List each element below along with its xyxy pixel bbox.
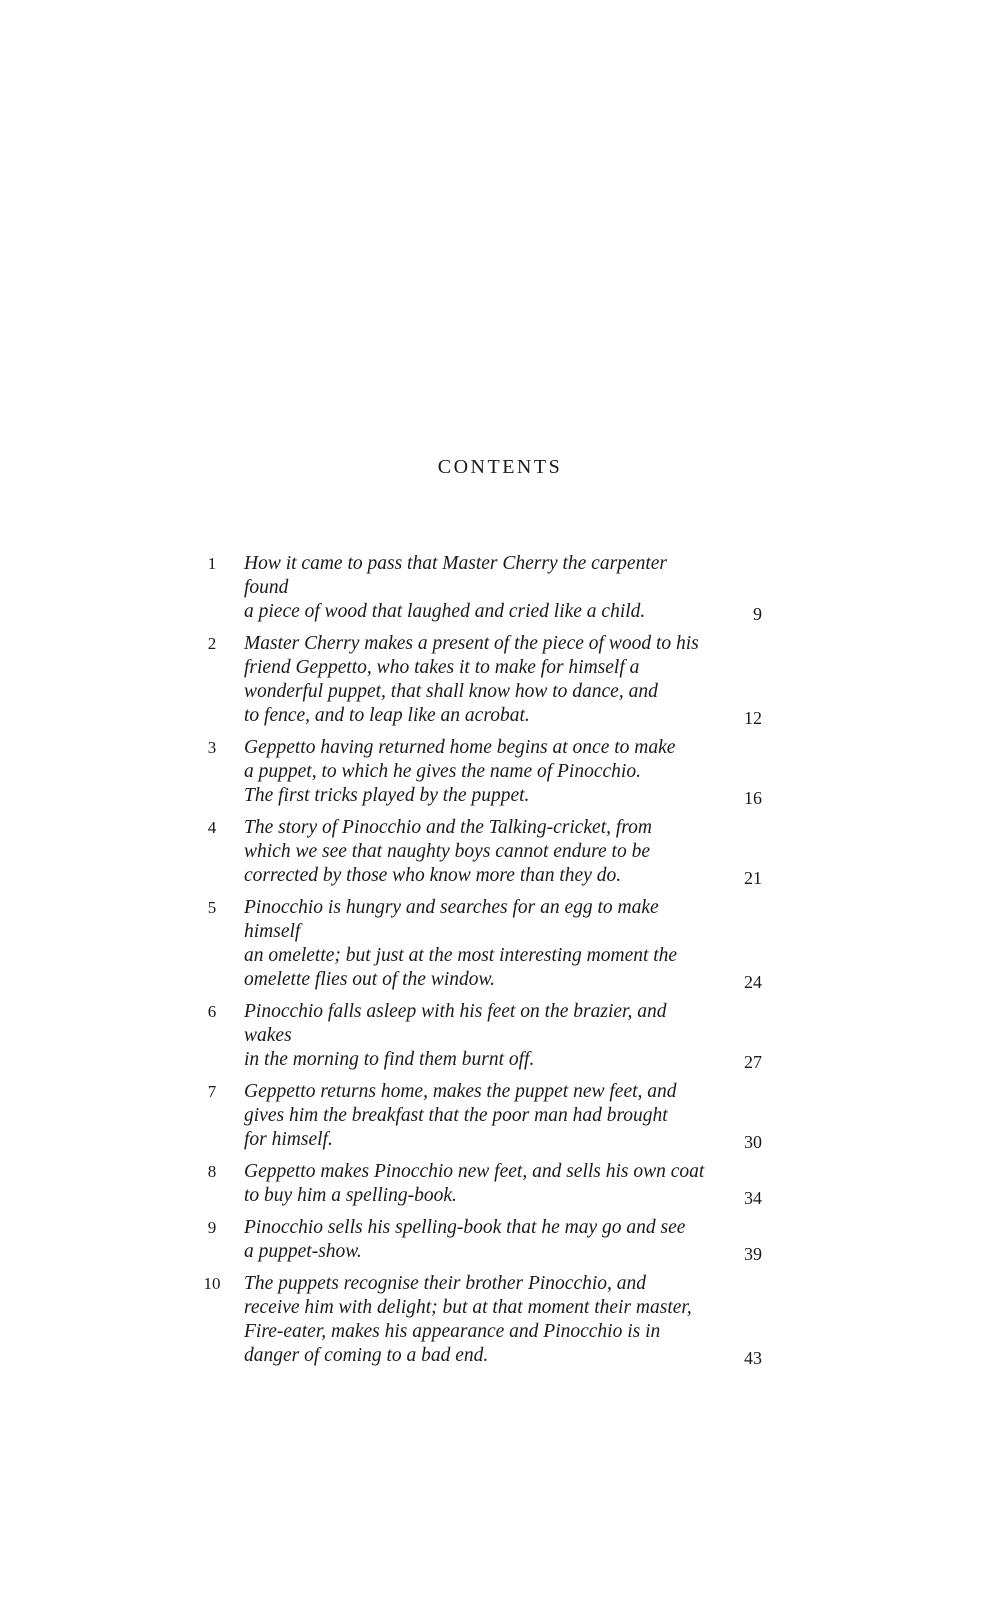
- chapter-number: 7: [207, 1082, 217, 1101]
- chapter-number: 10: [203, 1274, 221, 1293]
- chapter-title: Pinocchio falls asleep with his feet on the brazier, and wakes in the morning to find them burnt off.: [244, 1001, 667, 1070]
- chapter-title: How it came to pass that Master Cherry the carpenter found a piece of wood that laughed and cried like a child.: [244, 553, 667, 622]
- chapter-number: 6: [207, 1002, 217, 1021]
- toc-entry: [196, 1272, 776, 1368]
- page-number: 9: [753, 604, 762, 624]
- toc-entry: [196, 816, 776, 888]
- page-number: 21: [744, 868, 762, 888]
- toc-entry: [196, 1160, 776, 1208]
- chapter-title: The puppets recognise their brother Pinocchio, and receive him with delight; but at that moment their master, Fire-eater, makes his appearance and Pinocchio is in danger of coming to a bad end.: [244, 1273, 692, 1366]
- page-number: 27: [744, 1052, 762, 1072]
- page-number: 34: [744, 1188, 762, 1208]
- toc-entry: [196, 552, 776, 624]
- toc-entry: [196, 1000, 776, 1072]
- chapter-number: 8: [207, 1162, 217, 1181]
- chapter-number: 4: [207, 818, 217, 837]
- chapter-title: Pinocchio sells his spelling-book that he may go and see a puppet-show.: [244, 1217, 686, 1262]
- toc-entry: [196, 1216, 776, 1264]
- chapter-title: Pinocchio is hungry and searches for an egg to make himself an omelette; but just at the most interesting moment the omelette flies out of the window.: [244, 897, 678, 990]
- page-title: CONTENTS: [437, 456, 563, 478]
- chapter-title: The story of Pinocchio and the Talking-cricket, from which we see that naughty boys cannot endure to be corrected by those who know more than they do.: [244, 817, 652, 886]
- chapter-title: Geppetto makes Pinocchio new feet, and sells his own coat to buy him a spelling-book.: [244, 1161, 705, 1206]
- table-of-contents: [196, 552, 776, 1376]
- page-number: 30: [744, 1132, 762, 1152]
- chapter-number: 5: [207, 898, 217, 917]
- page-number: 24: [744, 972, 762, 992]
- page-number: 39: [744, 1244, 762, 1264]
- page-number: 12: [744, 708, 762, 728]
- chapter-title: Geppetto having returned home begins at once to make a puppet, to which he gives the name of Pinocchio. The first tricks played by the puppet.: [244, 737, 676, 806]
- page-number: 16: [744, 788, 762, 808]
- chapter-title: Geppetto returns home, makes the puppet new feet, and gives him the breakfast that the poor man had brought for himself.: [244, 1081, 677, 1150]
- chapter-number: 2: [207, 634, 217, 653]
- chapter-number: 1: [207, 554, 217, 573]
- toc-entry: [196, 896, 776, 992]
- toc-entry: [196, 632, 776, 728]
- chapter-number: 9: [207, 1218, 217, 1237]
- chapter-title: Master Cherry makes a present of the piece of wood to his friend Geppetto, who takes it to make for himself a wonderful puppet, that shall know how to dance, and to fence, and to leap like an acrobat.: [244, 633, 699, 726]
- chapter-number: 3: [207, 738, 217, 757]
- page-number: 43: [744, 1348, 762, 1368]
- toc-entry: [196, 736, 776, 808]
- toc-entry: [196, 1080, 776, 1152]
